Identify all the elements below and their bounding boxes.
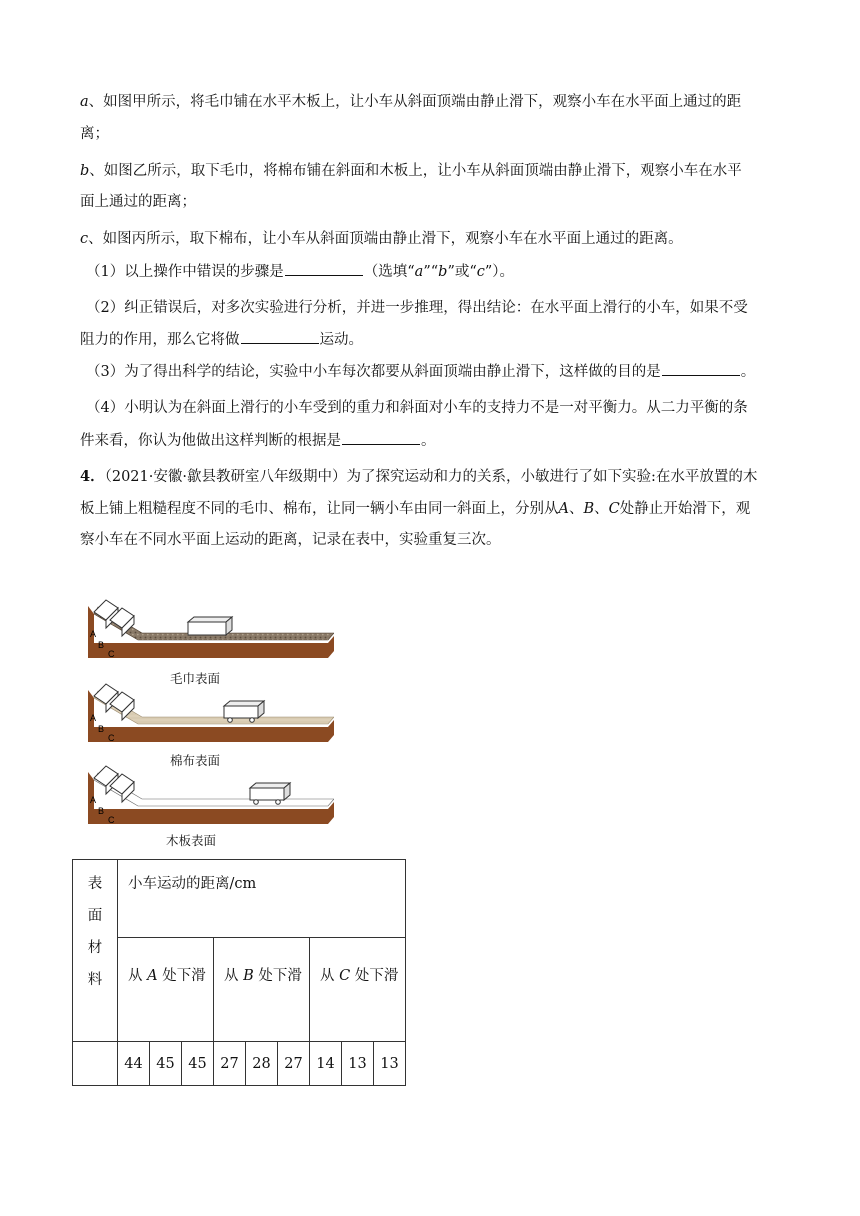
question-3 <box>86 361 755 382</box>
cloth-surface-figure <box>84 680 334 750</box>
value-cell: 27 <box>278 1042 310 1086</box>
caption-board: 木板表面 <box>166 833 217 848</box>
value-cell: 45 <box>182 1042 214 1086</box>
q4-text-end: 。 <box>421 433 436 449</box>
q1-option-a: a <box>414 264 424 280</box>
problem-4-text1: （2021·安徽·歙县教研室八年级期中）为了探究运动和力的关系，小敏进行了如下实验:在水平放置的木 <box>104 469 758 485</box>
problem-4-line3: 察小车在不同水平面上运动的距离，记录在表中，实验重复三次。 <box>80 532 501 548</box>
header-point: B <box>243 968 254 984</box>
towel-surface-figure <box>84 596 334 666</box>
sep-1: 、 <box>568 501 584 517</box>
q1-hint-open: （选填“ <box>363 264 415 280</box>
q1-hint-close: ”）。 <box>484 264 515 280</box>
row-header-char: 面 <box>87 908 103 924</box>
step-a-text: 、如图甲所示，将毛巾铺在水平木板上，让小车从斜面顶端由静止滑下，观察小车在水平面上通过的距 <box>88 94 742 110</box>
question-2-line2 <box>80 329 363 350</box>
label-c: C <box>108 733 115 743</box>
label-a: A <box>90 713 97 723</box>
value-cell: 27 <box>214 1042 246 1086</box>
header-from-b <box>214 938 310 1042</box>
q1-answer-blank[interactable] <box>285 261 363 276</box>
q1-option-c: c <box>476 264 485 280</box>
q1-hint-sep2: ”或“ <box>447 264 477 280</box>
row-header-char: 材 <box>87 940 103 956</box>
value-cell: 14 <box>310 1042 342 1086</box>
caption-towel: 毛巾表面 <box>170 671 221 686</box>
header-text: 从 <box>128 968 148 984</box>
point-c-ref: C <box>608 501 620 517</box>
question-1 <box>86 261 514 282</box>
distance-table <box>72 859 406 1086</box>
label-c: C <box>108 649 115 659</box>
header-from-a <box>118 938 214 1042</box>
step-c-text: 、如图丙所示，取下棉布，让小车从斜面顶端由静止滑下，观察小车在水平面上通过的距离。 <box>88 231 683 247</box>
board-surface-figure <box>84 762 334 832</box>
q4-text: 件来看，你认为他做出这样判断的根据是 <box>80 433 341 449</box>
question-4-line2 <box>80 430 436 451</box>
row-header-char: 表 <box>87 876 103 892</box>
row-label-cell <box>73 1042 118 1086</box>
q3-text-end: 。 <box>740 364 756 380</box>
sep-2: 、 <box>594 501 609 517</box>
value-cell: 44 <box>118 1042 150 1086</box>
header-text: 处下滑 <box>350 968 399 984</box>
step-b-line1 <box>80 161 742 181</box>
q4-answer-blank[interactable] <box>342 430 420 445</box>
value-cell: 13 <box>342 1042 374 1086</box>
header-text: 从 <box>224 968 244 984</box>
row-header-char: 料 <box>87 972 103 988</box>
header-point: A <box>147 968 158 984</box>
step-b-line2: 面上通过的距离； <box>80 194 196 210</box>
label-a: A <box>90 629 97 639</box>
step-b-letter: b <box>80 163 90 179</box>
q1-hint-sep1: ”“ <box>423 264 439 280</box>
question-4-line1: （4）小明认为在斜面上滑行的小车受到的重力和斜面对小车的支持力不是一对平衡力。从二力平衡的条 <box>86 400 748 416</box>
header-point: C <box>339 968 351 984</box>
q3-answer-blank[interactable] <box>662 361 740 376</box>
question-2-line1: （2）纠正错误后，对多次实验进行分析，并进一步推理，得出结论：在水平面上滑行的小车，如果不受 <box>86 300 748 316</box>
header-text: 从 <box>320 968 340 984</box>
problem-4-line2 <box>80 499 750 519</box>
step-a-letter: a <box>80 94 89 110</box>
header-from-c <box>310 938 406 1042</box>
problem-4-text2: 板上铺上粗糙程度不同的毛巾、棉布，让同一辆小车由同一斜面上，分别从 <box>80 501 559 517</box>
label-b: B <box>98 640 105 650</box>
q2-text: 阻力的作用，那么它将做 <box>80 332 240 348</box>
step-a-line1 <box>80 92 741 112</box>
value-cell: 45 <box>150 1042 182 1086</box>
step-c-line1 <box>80 229 683 249</box>
q1-option-b: b <box>438 264 448 280</box>
label-c: C <box>108 815 115 825</box>
header-text: 处下滑 <box>253 968 302 984</box>
label-a: A <box>90 795 97 805</box>
step-b-text: 、如图乙所示，取下毛巾，将棉布铺在斜面和木板上，让小车从斜面顶端由静止滑下，观察小车在水平 <box>89 163 742 179</box>
point-b-ref: B <box>583 501 595 517</box>
step-a-line2: 离； <box>80 126 109 142</box>
q2-text-end: 运动。 <box>319 332 363 348</box>
problem-number: 4． <box>80 468 105 485</box>
header-distance: 小车运动的距离/cm <box>118 860 406 938</box>
value-cell: 13 <box>374 1042 406 1086</box>
label-b: B <box>98 724 105 734</box>
row-header-surface-material <box>73 860 118 1042</box>
problem-4-line1 <box>80 467 757 487</box>
value-cell: 28 <box>246 1042 278 1086</box>
point-a-ref: A <box>558 501 569 517</box>
caption-cloth: 棉布表面 <box>170 753 221 768</box>
label-b: B <box>98 806 105 816</box>
q2-answer-blank[interactable] <box>241 329 319 344</box>
problem-4-text3: 处静止开始滑下，观 <box>619 501 751 517</box>
table-row <box>73 1042 406 1086</box>
q3-text: （3）为了得出科学的结论，实验中小车每次都要从斜面顶端由静止滑下，这样做的目的是 <box>86 364 661 380</box>
step-c-letter: c <box>80 231 89 247</box>
q1-text: （1）以上操作中错误的步骤是 <box>86 264 284 280</box>
header-text: 处下滑 <box>157 968 206 984</box>
